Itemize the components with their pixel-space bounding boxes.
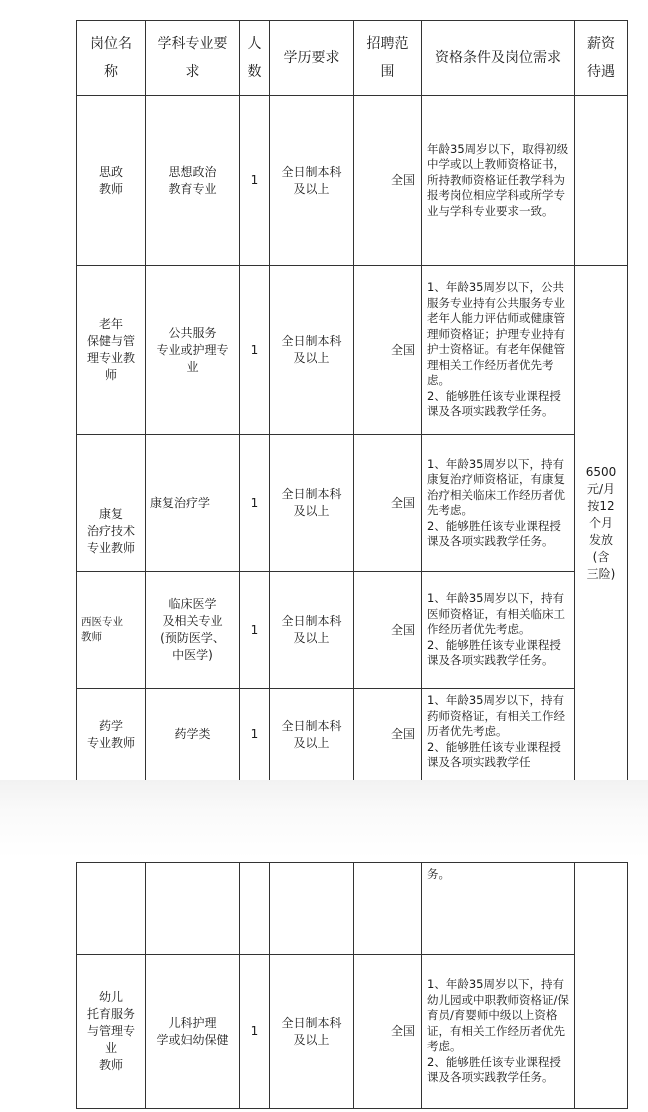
major-cell: 药学类	[146, 689, 240, 781]
post-cell: 西医专业 教师	[77, 572, 146, 689]
edu-cell: 全日制本科 及以上	[270, 96, 354, 266]
req-cell: 1、年龄35周岁以下，公共服务专业持有公共服务专业老年人能力评估师或健康管理师资格证；护理专业持有护士资格证。有老年保健管理相关工作经历者优先考虑。 2、能够胜任该专业课程授课及各项实践教学任务。	[422, 266, 575, 435]
table-row	[77, 689, 628, 781]
empty-cell	[77, 863, 146, 955]
table-row	[77, 266, 628, 435]
table-row	[77, 955, 628, 1109]
edu-cell: 全日制本科 及以上	[270, 435, 354, 572]
req-cell: 1、年龄35周岁以下，持有康复治疗师资格证，有康复治疗相关临床工作经历者优先考虑。 2、能够胜任该专业课程授课及各项实践教学任务。	[422, 435, 575, 572]
scope-cell: 全国	[354, 435, 422, 572]
page-break-gap	[0, 780, 648, 858]
major-cell: 思想政治 教育专业	[146, 96, 240, 266]
empty-cell	[240, 863, 270, 955]
edu-cell: 全日制本科 及以上	[270, 955, 354, 1109]
scope-cell: 全国	[354, 689, 422, 781]
empty-cell	[146, 863, 240, 955]
table-row	[77, 96, 628, 266]
header-req: 资格条件及岗位需求	[422, 21, 575, 96]
header-major: 学科专业要 求	[146, 21, 240, 96]
req-cell: 年龄35周岁以下，取得初级中学或以上教师资格证书，所持教师资格证任教学科为报考岗位相应学科或所学专业与学科专业要求一致。	[422, 96, 575, 266]
count-cell: 1	[240, 572, 270, 689]
header-edu: 学历要求	[270, 21, 354, 96]
post-cell: 老年 保健与管 理专业教 师	[77, 266, 146, 435]
edu-cell: 全日制本科 及以上	[270, 689, 354, 781]
major-cell: 儿科护理 学或妇幼保健	[146, 955, 240, 1109]
count-cell: 1	[240, 435, 270, 572]
scope-cell: 全国	[354, 955, 422, 1109]
req-cell: 1、年龄35周岁以下，持有医师资格证，有相关临床工作经历者优先考虑。 2、能够胜任该专业课程授课及各项实践教学任务。	[422, 572, 575, 689]
post-cell: 幼儿 托育服务 与管理专 业 教师	[77, 955, 146, 1109]
table-row	[77, 435, 628, 572]
header-row	[77, 21, 628, 96]
header-scope: 招聘范 围	[354, 21, 422, 96]
major-cell: 康复治疗学	[146, 435, 240, 572]
continuation-row	[77, 863, 628, 955]
count-cell: 1	[240, 96, 270, 266]
post-cell: 药学 专业教师	[77, 689, 146, 781]
table-row	[77, 572, 628, 689]
recruitment-table-page-1	[76, 20, 628, 781]
edu-cell: 全日制本科 及以上	[270, 572, 354, 689]
recruitment-table-page-2	[76, 862, 628, 1109]
req-cell: 1、年龄35周岁以下，持有药师资格证，有相关工作经历者优先考虑。 2、能够胜任该专业课程授课及各项实践教学任	[422, 689, 575, 781]
req-continuation: 务。	[422, 863, 575, 955]
edu-cell: 全日制本科 及以上	[270, 266, 354, 435]
header-salary: 薪资 待遇	[575, 21, 628, 96]
scope-cell: 全国	[354, 96, 422, 266]
post-cell: 思政 教师	[77, 96, 146, 266]
major-cell: 临床医学 及相关专业 (预防医学、 中医学)	[146, 572, 240, 689]
post-cell: 康复 治疗技术 专业教师	[77, 435, 146, 572]
major-cell: 公共服务 专业或护理专 业	[146, 266, 240, 435]
salary-cell-empty	[575, 96, 628, 266]
count-cell: 1	[240, 955, 270, 1109]
scope-cell: 全国	[354, 266, 422, 435]
header-post: 岗位名 称	[77, 21, 146, 96]
salary-cell: 6500 元/月 按12 个月 发放 (含 三险)	[575, 266, 628, 781]
empty-cell	[270, 863, 354, 955]
salary-cell-empty	[575, 863, 628, 1109]
scope-cell: 全国	[354, 572, 422, 689]
count-cell: 1	[240, 689, 270, 781]
count-cell: 1	[240, 266, 270, 435]
header-count: 人 数	[240, 21, 270, 96]
empty-cell	[354, 863, 422, 955]
req-cell: 1、年龄35周岁以下，持有幼儿园或中职教师资格证/保育员/育婴师中级以上资格证，有相关工作经历者优先考虑。 2、能够胜任该专业课程授课及各项实践教学任务。	[422, 955, 575, 1109]
